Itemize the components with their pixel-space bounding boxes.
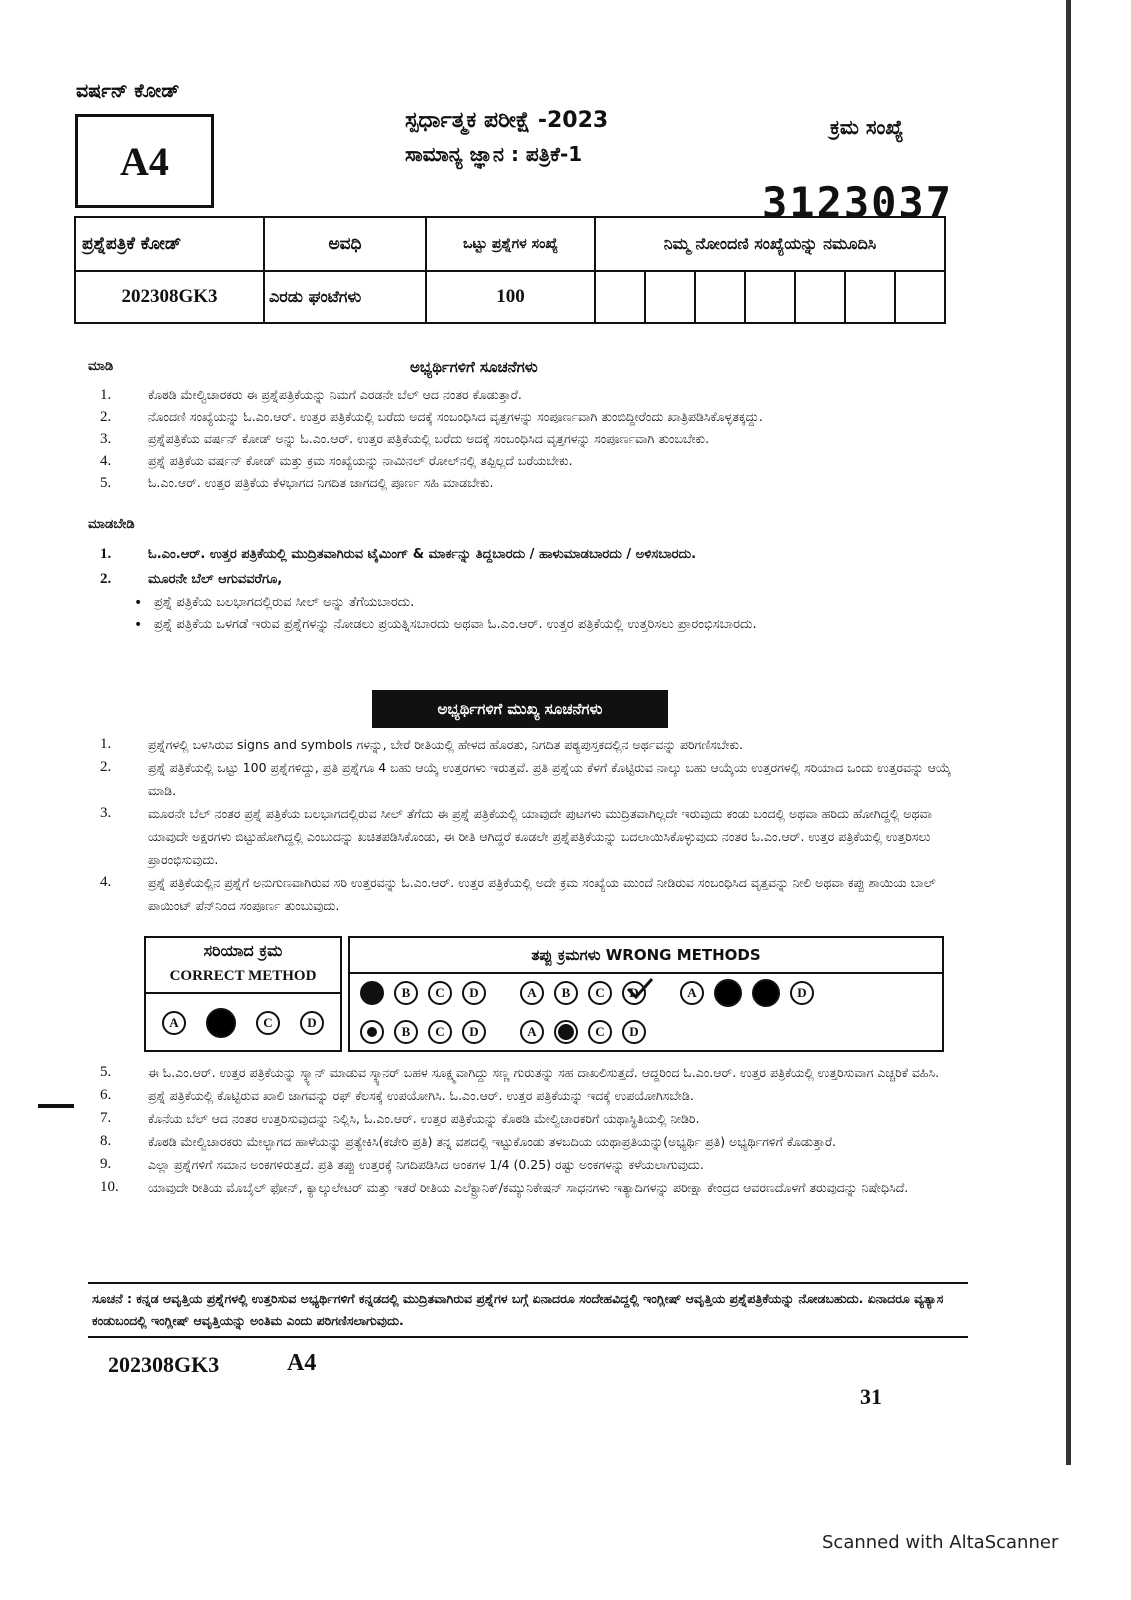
list-item: 8. ಕೊಠಡಿ ಮೇಲ್ವಿಚಾರಕರು ಮೇಲ್ಭಾಗದ ಹಾಳೆಯನ್ನು ಪ್ರತ್ಯೇಕಿಸಿ(ಕಚೇರಿ ಪ್ರತಿ) ತನ್ನ ವಶದಲ್ಲಿ ಇಟ್ಟುಕೊಂಡು ತಳಬದಿಯ ಯಥಾಪ್ರತಿಯನ್ನು(ಅಭ್ಯರ್ಥಿ ಪ್ರತಿ) ಅಭ್ಯರ್ಥಿಗಳಿಗೆ ಕೊಡುತ್ತಾರೆ. (100, 1133, 837, 1149)
bubble-a: A (162, 1011, 186, 1035)
list-item: 9. ಎಲ್ಲಾ ಪ್ರಶ್ನೆಗಳಿಗೆ ಸಮಾನ ಅಂಕಗಳಿರುತ್ತದೆ. ಪ್ರತಿ ತಪ್ಪು ಉತ್ತರಕ್ಕೆ ನಿಗದಿಪಡಿಸಿದ ಅಂಕಗಳ 1/4 (0.25) ರಷ್ಟು ಅಂಕಗಳನ್ನು ಕಳೆಯಲಾಗುವುದು. (100, 1156, 704, 1172)
header-table (74, 216, 946, 324)
bubble-a: A (520, 981, 544, 1005)
total-questions-label: ಒಟ್ಟು ಪ್ರಶ್ನೆಗಳ ಸಂಖ್ಯೆ (426, 217, 595, 271)
correct-method-kannada: ಸರಿಯಾದ ಕ್ರಮ (203, 941, 283, 960)
list-item: 2. ನೊಂದಣಿ ಸಂಖ್ಯೆಯನ್ನು ಓ.ಎಂ.ಆರ್. ಉತ್ತರ ಪತ್ರಿಕೆಯಲ್ಲಿ ಬರೆದು ಅದಕ್ಕೆ ಸಂಬಂಧಿಸಿದ ವೃತ್ತಗಳನ್ನು ಸಂಪೂರ್ಣವಾಗಿ ತುಂಬಿದ್ದೀರೆಂದು ಖಾತ್ರಿಪಡಿಸಿಕೊಳ್ಳತಕ್ಕದ್ದು. (100, 409, 763, 425)
registration-digit-box[interactable] (695, 271, 745, 323)
bubble-filled (752, 979, 780, 1007)
registration-digit-box[interactable] (595, 271, 645, 323)
correct-method-english: CORRECT METHOD (169, 968, 317, 984)
note-box: ಸೂಚನೆ : ಕನ್ನಡ ಆವೃತ್ತಿಯ ಪ್ರಶ್ನೆಗಳಲ್ಲಿ ಉತ್ತರಿಸುವ ಅಭ್ಯರ್ಥಿಗಳಿಗೆ ಕನ್ನಡದಲ್ಲಿ ಮುದ್ರಿತವಾಗಿರುವ ಪ್ರಶ್ನೆಗಳ ಬಗ್ಗೆ ಏನಾದರೂ ಸಂದೇಹವಿದ್ದಲ್ಲಿ ಇಂಗ್ಲೀಷ್ ಆವೃತ್ತಿಯ ಪ್ರಶ್ನೆಪತ್ರಿಕೆಯನ್ನು ನೋಡಬಹುದು. ಏನಾದರೂ ವ್ಯತ್ಯಾಸ ಕಂಡುಬಂದಲ್ಲಿ ಇಂಗ್ಲೀಷ್ ಆವೃತ್ತಿಯನ್ನು ಅಂತಿಮ ಎಂದು ಪರಿಗಣಿಸಲಾಗುವುದು. (88, 1282, 968, 1338)
bubble-c: C (428, 981, 452, 1005)
list-item: 2. ಮೂರನೇ ಬೆಲ್ ಆಗುವವರೆಗೂ, (100, 571, 283, 587)
footer-paper-code: 202308GK3 (108, 1352, 220, 1377)
bubble-d: D (790, 981, 814, 1005)
bubble-d: D (300, 1011, 324, 1035)
bubble-d: D (462, 1020, 486, 1044)
bubble-scribbled (360, 981, 384, 1005)
list-item: • ಪ್ರಶ್ನೆ ಪತ್ರಿಕೆಯ ಬಲಭಾಗದಲ್ಲಿರುವ ಸೀಲ್ ಅನ್ನು ತೆಗೆಯಬಾರದು. (134, 595, 415, 611)
bubble-b: B (554, 981, 578, 1005)
list-item: 6. ಪ್ರಶ್ನೆ ಪತ್ರಿಕೆಯಲ್ಲಿ ಕೊಟ್ಟಿರುವ ಖಾಲಿ ಜಾಗವನ್ನು ರಫ್ ಕೆಲಸಕ್ಕೆ ಉಪಯೋಗಿಸಿ. ಓ.ಎಂ.ಆರ್. ಉತ್ತರ ಪತ್ರಿಕೆಯನ್ನು ಇದಕ್ಕೆ ಉಪಯೋಗಿಸಬೇಡಿ. (100, 1087, 694, 1103)
bubble-c: C (588, 981, 612, 1005)
do-list (88, 384, 968, 494)
duration-value: ಎರಡು ಘಂಟೆಗಳು (264, 271, 426, 323)
correct-method-bubbles (146, 994, 340, 1052)
instructions-title: ಅಭ್ಯರ್ಥಿಗಳಿಗೆ ಸೂಚನೆಗಳು (410, 358, 538, 376)
dont-label: ಮಾಡಬೇಡಿ (88, 517, 135, 532)
paper-code-label: ಪ್ರಶ್ನೆಪತ್ರಿಕೆ ಕೋಡ್ (75, 217, 264, 271)
list-item: 1. ಓ.ಎಂ.ಆರ್. ಉತ್ತರ ಪತ್ರಿಕೆಯಲ್ಲಿ ಮುದ್ರಿತವಾಗಿರುವ ಟೈಮಿಂಗ್ & ಮಾರ್ಕನ್ನು ತಿದ್ದಬಾರದು / ಹಾಳುಮಾಡಬಾರದು / ಅಳಿಸಬಾರದು. (100, 546, 697, 562)
important-instructions-banner: ಅಭ್ಯರ್ಥಿಗಳಿಗೆ ಮುಖ್ಯ ಸೂಚನೆಗಳು (372, 690, 668, 728)
registration-digit-box[interactable] (845, 271, 895, 323)
paper-code-value: 202308GK3 (75, 271, 264, 323)
list-item: 1. ಕೊಠಡಿ ಮೇಲ್ವಿಚಾರಕರು ಈ ಪ್ರಶ್ನೆಪತ್ರಿಕೆಯನ್ನು ನಿಮಗೆ ಎರಡನೇ ಬೆಲ್ ಆದ ನಂತರ ಕೊಡುತ್ತಾರೆ. (100, 387, 522, 403)
bubble-filled (206, 1008, 236, 1038)
tick-mark-icon (626, 977, 654, 1001)
bubble-c: C (588, 1020, 612, 1044)
bubble-d: D (622, 1020, 646, 1044)
scan-mark (38, 1104, 74, 1108)
registration-digit-box[interactable] (745, 271, 795, 323)
bubble-d: D (462, 981, 486, 1005)
list-item: • ಪ್ರಶ್ನೆ ಪತ್ರಿಕೆಯ ಒಳಗಡೆ ಇರುವ ಪ್ರಶ್ನೆಗಳನ್ನು ನೋಡಲು ಪ್ರಯತ್ನಿಸಬಾರದು ಅಥವಾ ಓ.ಎಂ.ಆರ್. ಉತ್ತರ ಪತ್ರಿಕೆಯಲ್ಲಿ ಉತ್ತರಿಸಲು ಪ್ರಾರಂಭಿಸಬಾರದು. (134, 617, 757, 633)
list-item: 3. ಮೂರನೇ ಬೆಲ್ ನಂತರ ಪ್ರಶ್ನೆ ಪತ್ರಿಕೆಯ ಬಲಭಾಗದಲ್ಲಿರುವ ಸೀಲ್ ತೆಗೆದು ಈ ಪ್ರಶ್ನೆ ಪತ್ರಿಕೆಯಲ್ಲಿ ಯಾವುದೇ ಪುಟಗಳು ಮುದ್ರಿತವಾಗಿಲ್ಲದೇ ಇರುವುದು ಕಂಡು ಬಂದಲ್ಲಿ ಅಥವಾ ಹರಿದು ಹೋಗಿದ್ದಲ್ಲಿ ಅಥವಾ ಯಾವುದೇ ಅಕ್ಷರಗಳು ಬಿಟ್ಟುಹೋಗಿದ್ದಲ್ಲಿ ಎಂಬುದನ್ನು ಖಚಿತಪಡಿಸಿಕೊಂಡು, ಈ ರೀತಿ ಆಗಿದ್ದರೆ ಕೂಡಲೇ ಪ್ರಶ್ನೆಪತ್ರಿಕೆಯನ್ನು ಬದಲಾಯಿಸಿಕೊಳ್ಳುವುದು ನಂತರ ಓ.ಎಂ.ಆರ್. ಉತ್ತರ ಪತ್ರಿಕೆಯಲ್ಲಿ ಉತ್ತರಿಸಲು ಪ್ರಾರಂಭಿಸುವುದು. (100, 805, 932, 867)
list-item: 5. ಓ.ಎಂ.ಆರ್. ಉತ್ತರ ಪತ್ರಿಕೆಯ ಕೆಳಭಾಗದ ನಿಗದಿತ ಜಾಗದಲ್ಲಿ ಪೂರ್ಣ ಸಹಿ ಮಾಡಬೇಕು. (100, 475, 494, 491)
registration-digit-box[interactable] (895, 271, 945, 323)
correct-method-box (144, 936, 342, 1052)
bubble-a: A (680, 981, 704, 1005)
bubble-b: B (394, 1020, 418, 1044)
list-item: 4. ಪ್ರಶ್ನೆ ಪತ್ರಿಕೆಯ ವರ್ಷನ್ ಕೋಡ್ ಮತ್ತು ಕ್ರಮ ಸಂಖ್ಯೆಯನ್ನು ನಾಮಿನಲ್ ರೋಲ್‌ನಲ್ಲಿ ತಪ್ಪಿಲ್ಲದೆ ಬರೆಯಬೇಕು. (100, 453, 573, 469)
list-item: 5. ಈ ಓ.ಎಂ.ಆರ್. ಉತ್ತರ ಪತ್ರಿಕೆಯನ್ನು ಸ್ಕ್ಯಾನ್ ಮಾಡುವ ಸ್ಕ್ಯಾನರ್ ಬಹಳ ಸೂಕ್ಷ್ಮವಾಗಿದ್ದು ಸಣ್ಣ ಗುರುತನ್ನು ಸಹ ದಾಖಲಿಸುತ್ತದೆ. ಆದ್ದರಿಂದ ಓ.ಎಂ.ಆರ್. ಉತ್ತರ ಪತ್ರಿಕೆಯಲ್ಲಿ ಉತ್ತರಿಸುವಾಗ ಎಚ್ಚರಿಕೆ ವಹಿಸಿ. (100, 1064, 940, 1080)
duration-label: ಅವಧಿ (264, 217, 426, 271)
list-item: 2. ಪ್ರಶ್ನೆ ಪತ್ರಿಕೆಯಲ್ಲಿ ಒಟ್ಟು 100 ಪ್ರಶ್ನೆಗಳಿದ್ದು, ಪ್ರತಿ ಪ್ರಶ್ನೆಗೂ 4 ಬಹು ಆಯ್ಕೆ ಉತ್ತರಗಳು ಇರುತ್ತವೆ. ಪ್ರತಿ ಪ್ರಶ್ನೆಯ ಕೆಳಗೆ ಕೊಟ್ಟಿರುವ ನಾಲ್ಕು ಬಹು ಆಯ್ಕೆಯ ಉತ್ತರಗಳಲ್ಲಿ ಸರಿಯಾದ ಒಂದು ಉತ್ತರವನ್ನು ಆಯ್ಕೆ ಮಾಡಿ. (100, 759, 951, 798)
wrong-methods-header: ತಪ್ಪು ಕ್ರಮಗಳು WRONG METHODS (350, 938, 942, 974)
bubble-b: B (394, 981, 418, 1005)
version-code-box: A4 (75, 114, 214, 208)
watermark: Scanned with AltaScanner (822, 1532, 1059, 1553)
bubble-a: A (520, 1020, 544, 1044)
bubble-c: C (428, 1020, 452, 1044)
list-item: 1. ಪ್ರಶ್ನೆಗಳಲ್ಲಿ ಬಳಸಿರುವ signs and symbols ಗಳನ್ನು, ಬೇರೆ ರೀತಿಯಲ್ಲಿ ಹೇಳದ ಹೊರತು, ನಿಗದಿತ ಪಠ್ಯಪುಸ್ತಕದಲ್ಲಿನ ಅರ್ಥವನ್ನು ಪರಿಗಣಿಸಬೇಕು. (100, 736, 744, 752)
serial-label: ಕ್ರಮ ಸಂಖ್ಯೆ (830, 115, 904, 139)
bubble-filled (714, 979, 742, 1007)
list-item: 7. ಕೊನೆಯ ಬೆಲ್ ಆದ ನಂತರ ಉತ್ತರಿಸುವುದನ್ನು ನಿಲ್ಲಿಸಿ, ಓ.ಎಂ.ಆರ್. ಉತ್ತರ ಪತ್ರಿಕೆಯನ್ನು ಕೊಠಡಿ ಮೇಲ್ವಿಚಾರಕರಿಗೆ ಯಥಾಸ್ಥಿತಿಯಲ್ಲಿ ನೀಡಿರಿ. (100, 1110, 700, 1126)
wrong-methods-row-1 (350, 974, 942, 1012)
bubble-c: C (256, 1011, 280, 1035)
important-list-a (88, 733, 968, 917)
wrong-methods-row-2 (350, 1012, 942, 1052)
scan-edge (1066, 0, 1071, 1465)
total-questions-value: 100 (426, 271, 595, 323)
footer-version-code: A4 (287, 1350, 317, 1376)
correct-method-header (146, 938, 340, 994)
registration-label: ನಿಮ್ಮ ನೋಂದಣಿ ಸಂಖ್ಯೆಯನ್ನು ನಮೂದಿಸಿ (595, 217, 945, 271)
important-list-b (88, 1061, 968, 1199)
bubble-half-filled (554, 1020, 578, 1044)
list-item: 10. ಯಾವುದೇ ರೀತಿಯ ಮೊಬೈಲ್ ಫೋನ್, ಕ್ಯಾಲ್ಕುಲೇಟರ್ ಮತ್ತು ಇತರೆ ರೀತಿಯ ಎಲೆಕ್ಟ್ರಾನಿಕ್/ಕಮ್ಯುನಿಕೇಷನ್ ಸಾಧನಗಳು ಇತ್ಯಾದಿಗಳನ್ನು ಪರೀಕ್ಷಾ ಕೇಂದ್ರದ ಆವರಣದೊಳಗೆ ತರುವುದನ್ನು ನಿಷೇಧಿಸಿದೆ. (100, 1179, 909, 1195)
exam-title: ಸ್ಪರ್ಧಾತ್ಮಕ ಪರೀಕ್ಷೆ -2023 (405, 108, 609, 133)
wrong-methods-box (348, 936, 944, 1052)
list-item: 4. ಪ್ರಶ್ನೆ ಪತ್ರಿಕೆಯಲ್ಲಿನ ಪ್ರಶ್ನೆಗೆ ಅನುಗುಣವಾಗಿರುವ ಸರಿ ಉತ್ತರವನ್ನು ಓ.ಎಂ.ಆರ್. ಉತ್ತರ ಪತ್ರಿಕೆಯಲ್ಲಿ ಅದೇ ಕ್ರಮ ಸಂಖ್ಯೆಯ ಮುಂದೆ ನೀಡಿರುವ ಸಂಬಂಧಿಸಿದ ವೃತ್ತವನ್ನು ನೀಲಿ ಅಥವಾ ಕಪ್ಪು ಶಾಯಿಯ ಬಾಲ್ ಪಾಯಿಂಟ್ ಪೆನ್‌ನಿಂದ ಸಂಪೂರ್ಣ ತುಂಬುವುದು. (100, 874, 936, 913)
registration-digit-box[interactable] (645, 271, 695, 323)
version-code-label: ವರ್ಷನ್ ಕೋಡ್ (76, 80, 180, 102)
dont-list (88, 542, 968, 636)
exam-subtitle: ಸಾಮಾನ್ಯ ಜ್ಞಾನ : ಪತ್ರಿಕೆ-1 (405, 142, 583, 166)
serial-number: 3123037 (762, 178, 954, 227)
page-number: 31 (860, 1384, 882, 1409)
list-item: 3. ಪ್ರಶ್ನೆಪತ್ರಿಕೆಯ ವರ್ಷನ್ ಕೋಡ್ ಅನ್ನು ಓ.ಎಂ.ಆರ್. ಉತ್ತರ ಪತ್ರಿಕೆಯಲ್ಲಿ ಬರೆದು ಅದಕ್ಕೆ ಸಂಬಂಧಿಸಿದ ವೃತ್ತಗಳನ್ನು ಸಂಪೂರ್ಣವಾಗಿ ತುಂಬಬೇಕು. (100, 431, 710, 447)
do-label: ಮಾಡಿ (88, 359, 114, 374)
registration-digit-box[interactable] (795, 271, 845, 323)
bubble-ticked: D (622, 981, 646, 1005)
bubble-dot (360, 1020, 384, 1044)
